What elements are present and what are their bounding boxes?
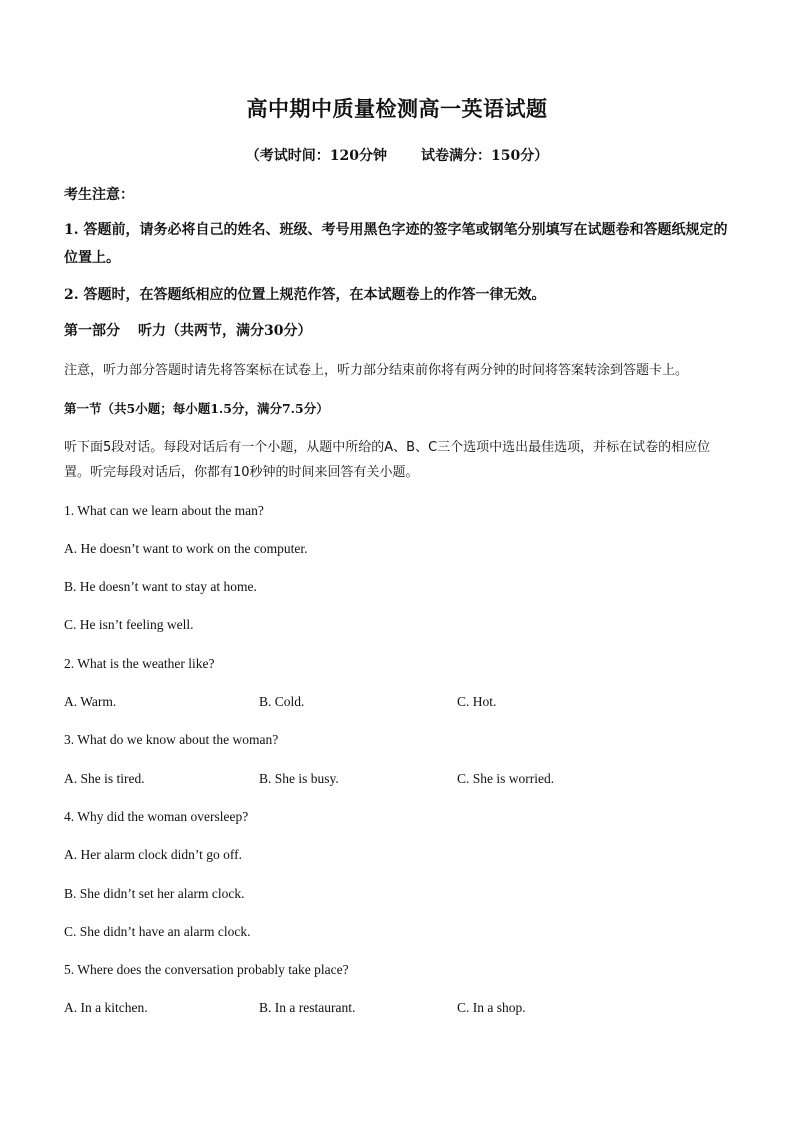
question-4-stem: 4. Why did the woman oversleep? — [64, 809, 249, 824]
exam-score: 试卷满分：150分） — [421, 148, 549, 164]
part1-heading — [64, 317, 734, 345]
part1-note: 注意，听力部分答题时请先将答案标在试卷上，听力部分结束前你将有两分钟的时间将答案转涂到答题卡上。 — [64, 363, 689, 378]
question-2-option-b[interactable]: B. Cold. — [259, 694, 305, 709]
question-3-option-b[interactable]: B. She is busy. — [259, 771, 339, 786]
question-3-option-a[interactable]: A. She is tired. — [64, 771, 145, 786]
question-1-option-b[interactable]: B. He doesn’t want to stay at home. — [64, 579, 257, 594]
exam-time: （考试时间：120分钟 — [245, 148, 387, 164]
exam-title: 高中期中质量检测高一英语试题 — [246, 96, 548, 121]
question-4-option-c[interactable]: C. She didn’t have an alarm clock. — [64, 924, 251, 939]
question-2-option-a[interactable]: A. Warm. — [64, 694, 117, 709]
question-2-stem: 2. What is the weather like? — [64, 656, 215, 671]
question-5-option-b[interactable]: B. In a restaurant. — [259, 1000, 356, 1015]
part1-title: 听力（共两节，满分30分） — [138, 323, 312, 339]
question-3-option-c[interactable]: C. She is worried. — [457, 771, 555, 786]
question-3-stem: 3. What do we know about the woman? — [64, 732, 279, 747]
section1-heading: 第一节（共5小题；每小题1.5分，满分7.5分） — [64, 401, 329, 416]
exam-info — [0, 145, 794, 165]
section1-instructions: 听下面5段对话。每段对话后有一个小题，从题中所给的A、B、C三个选项中选出最佳选项，并标在试卷的相应位置。听完每段对话后，你都有10秒钟的时间来回答有关小题。 — [64, 440, 711, 480]
part1-label: 第一部分 — [64, 323, 120, 339]
question-1-option-c[interactable]: C. He isn’t feeling well. — [64, 617, 194, 632]
question-1-option-a[interactable]: A. He doesn’t want to work on the computer. — [64, 541, 308, 556]
notice-heading: 考生注意： — [64, 187, 134, 203]
question-2-option-c[interactable]: C. Hot. — [457, 694, 497, 709]
notice-item-1: 1. 答题前，请务必将自己的姓名、班级、考号用黑色字迹的签字笔或钢笔分别填写在试题卷和答题纸规定的位置上。 — [64, 222, 728, 266]
question-4-option-b[interactable]: B. She didn’t set her alarm clock. — [64, 886, 245, 901]
question-1-stem: 1. What can we learn about the man? — [64, 503, 264, 518]
question-5-stem: 5. Where does the conversation probably take place? — [64, 962, 349, 977]
question-4-option-a[interactable]: A. Her alarm clock didn’t go off. — [64, 847, 242, 862]
question-5-option-c[interactable]: C. In a shop. — [457, 1000, 526, 1015]
question-5-option-a[interactable]: A. In a kitchen. — [64, 1000, 148, 1015]
notice-item-2: 2. 答题时，在答题纸相应的位置上规范作答，在本试题卷上的作答一律无效。 — [64, 287, 546, 303]
